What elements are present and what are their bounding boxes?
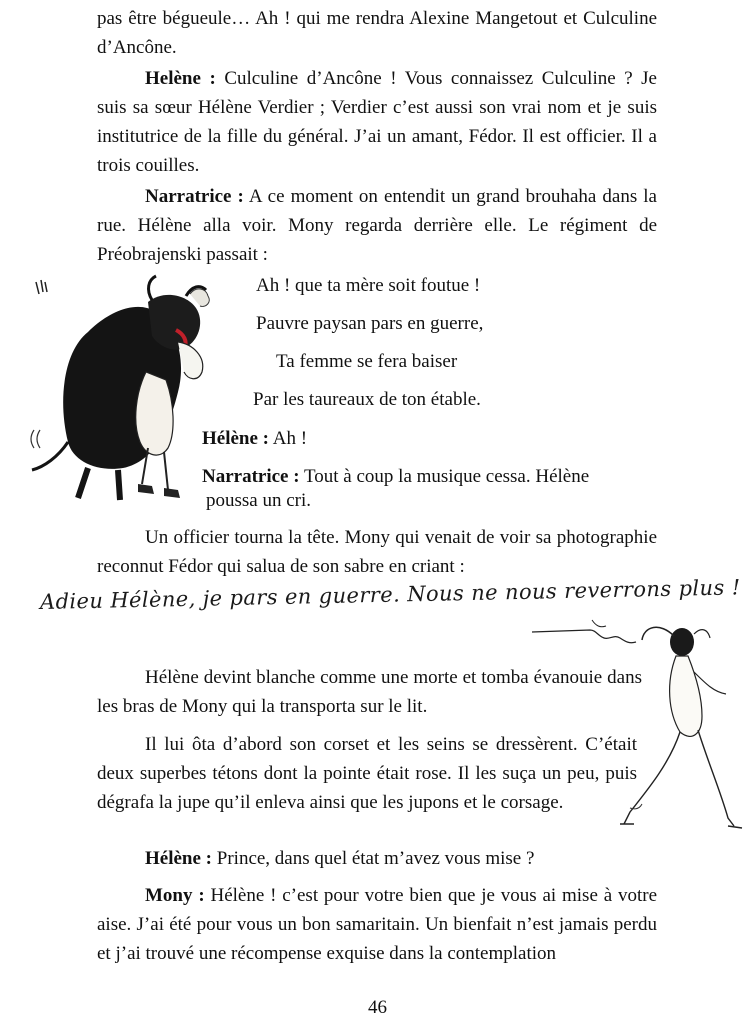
paragraph-blanche: Hélène devint blanche comme une morte et tomba évanouie dans les bras de Mony qui la transporta sur le lit. bbox=[97, 667, 642, 717]
speaker-label: Narratrice : bbox=[145, 186, 244, 207]
page-number: 46 bbox=[368, 997, 387, 1018]
speaker-label: Narratrice : bbox=[202, 466, 300, 487]
song-verse-1: Ah ! que ta mère soit foutue ! bbox=[256, 275, 481, 296]
speaker-label: Helène : bbox=[145, 68, 216, 89]
line-text: Ah ! bbox=[269, 428, 308, 449]
paragraph-helene-culculine bbox=[97, 64, 657, 180]
song-verse-2: Pauvre paysan pars en guerre, bbox=[256, 313, 484, 334]
song-verse-4: Par les taureaux de ton étable. bbox=[253, 389, 481, 410]
handwritten-farewell: Adieu Hélène, je pars en guerre. Nous ne nous reverrons plus ! bbox=[39, 575, 741, 614]
speaker-label: Mony : bbox=[145, 885, 205, 906]
line-narratrice-cri: poussa un cri. bbox=[206, 490, 312, 511]
song-verse-3: Ta femme se fera baiser bbox=[276, 351, 458, 372]
paragraph-text: Prince, dans quel état m’avez vous mise ? bbox=[212, 848, 535, 869]
speaker-label: Hélène : bbox=[145, 848, 213, 869]
paragraph-prince bbox=[97, 844, 657, 873]
paragraph-corset: Il lui ôta d’abord son corset et les seins se dressèrent. C’était deux superbes tétons dont la pointe était rose. Il les suça un peu, puis dégrafa la jupe qu’il enleva ainsi que les jupons et le corsage. bbox=[97, 734, 637, 813]
line-helene-ah bbox=[202, 424, 307, 453]
paragraph-narratrice-brouhaha bbox=[97, 182, 657, 269]
paragraph-officier: Un officier tourna la tête. Mony qui venait de voir sa photographie reconnut Fédor qui salua de son sabre en criant : bbox=[97, 527, 657, 577]
bull-illustration bbox=[28, 272, 218, 504]
speaker-label: Hélène : bbox=[202, 428, 270, 449]
paragraph-mony bbox=[97, 881, 657, 968]
paragraph-text: Hélène ! c’est pour votre bien que je vous ai mise à votre aise. J’ai été pour vous un bon samaritain. Un bienfait n’est jamais perdu et j’ai trouvé une récompense exquise dans la contemplation bbox=[97, 885, 657, 964]
paragraph-text: Culculine d’Ancône ! Vous connaissez Culculine ? Je suis sa sœur Hélène Verdier ; Verdier c’est aussi son vrai nom et je suis institutrice de la fille du général. J’ai un amant, Fédor. Il est officier. Il a trois couilles. bbox=[97, 68, 657, 176]
paragraph-text: A ce moment on entendit un grand brouhaha dans la rue. Hélène alla voir. Mony regarda derrière elle. Le régiment de Préobrajenski passait : bbox=[97, 186, 657, 265]
line-text: Tout à coup la musique cessa. Hélène bbox=[299, 466, 590, 487]
paragraph-continuation: pas être bégueule… Ah ! qui me rendra Alexine Mangetout et Culculine d’Ancône. bbox=[97, 8, 657, 58]
